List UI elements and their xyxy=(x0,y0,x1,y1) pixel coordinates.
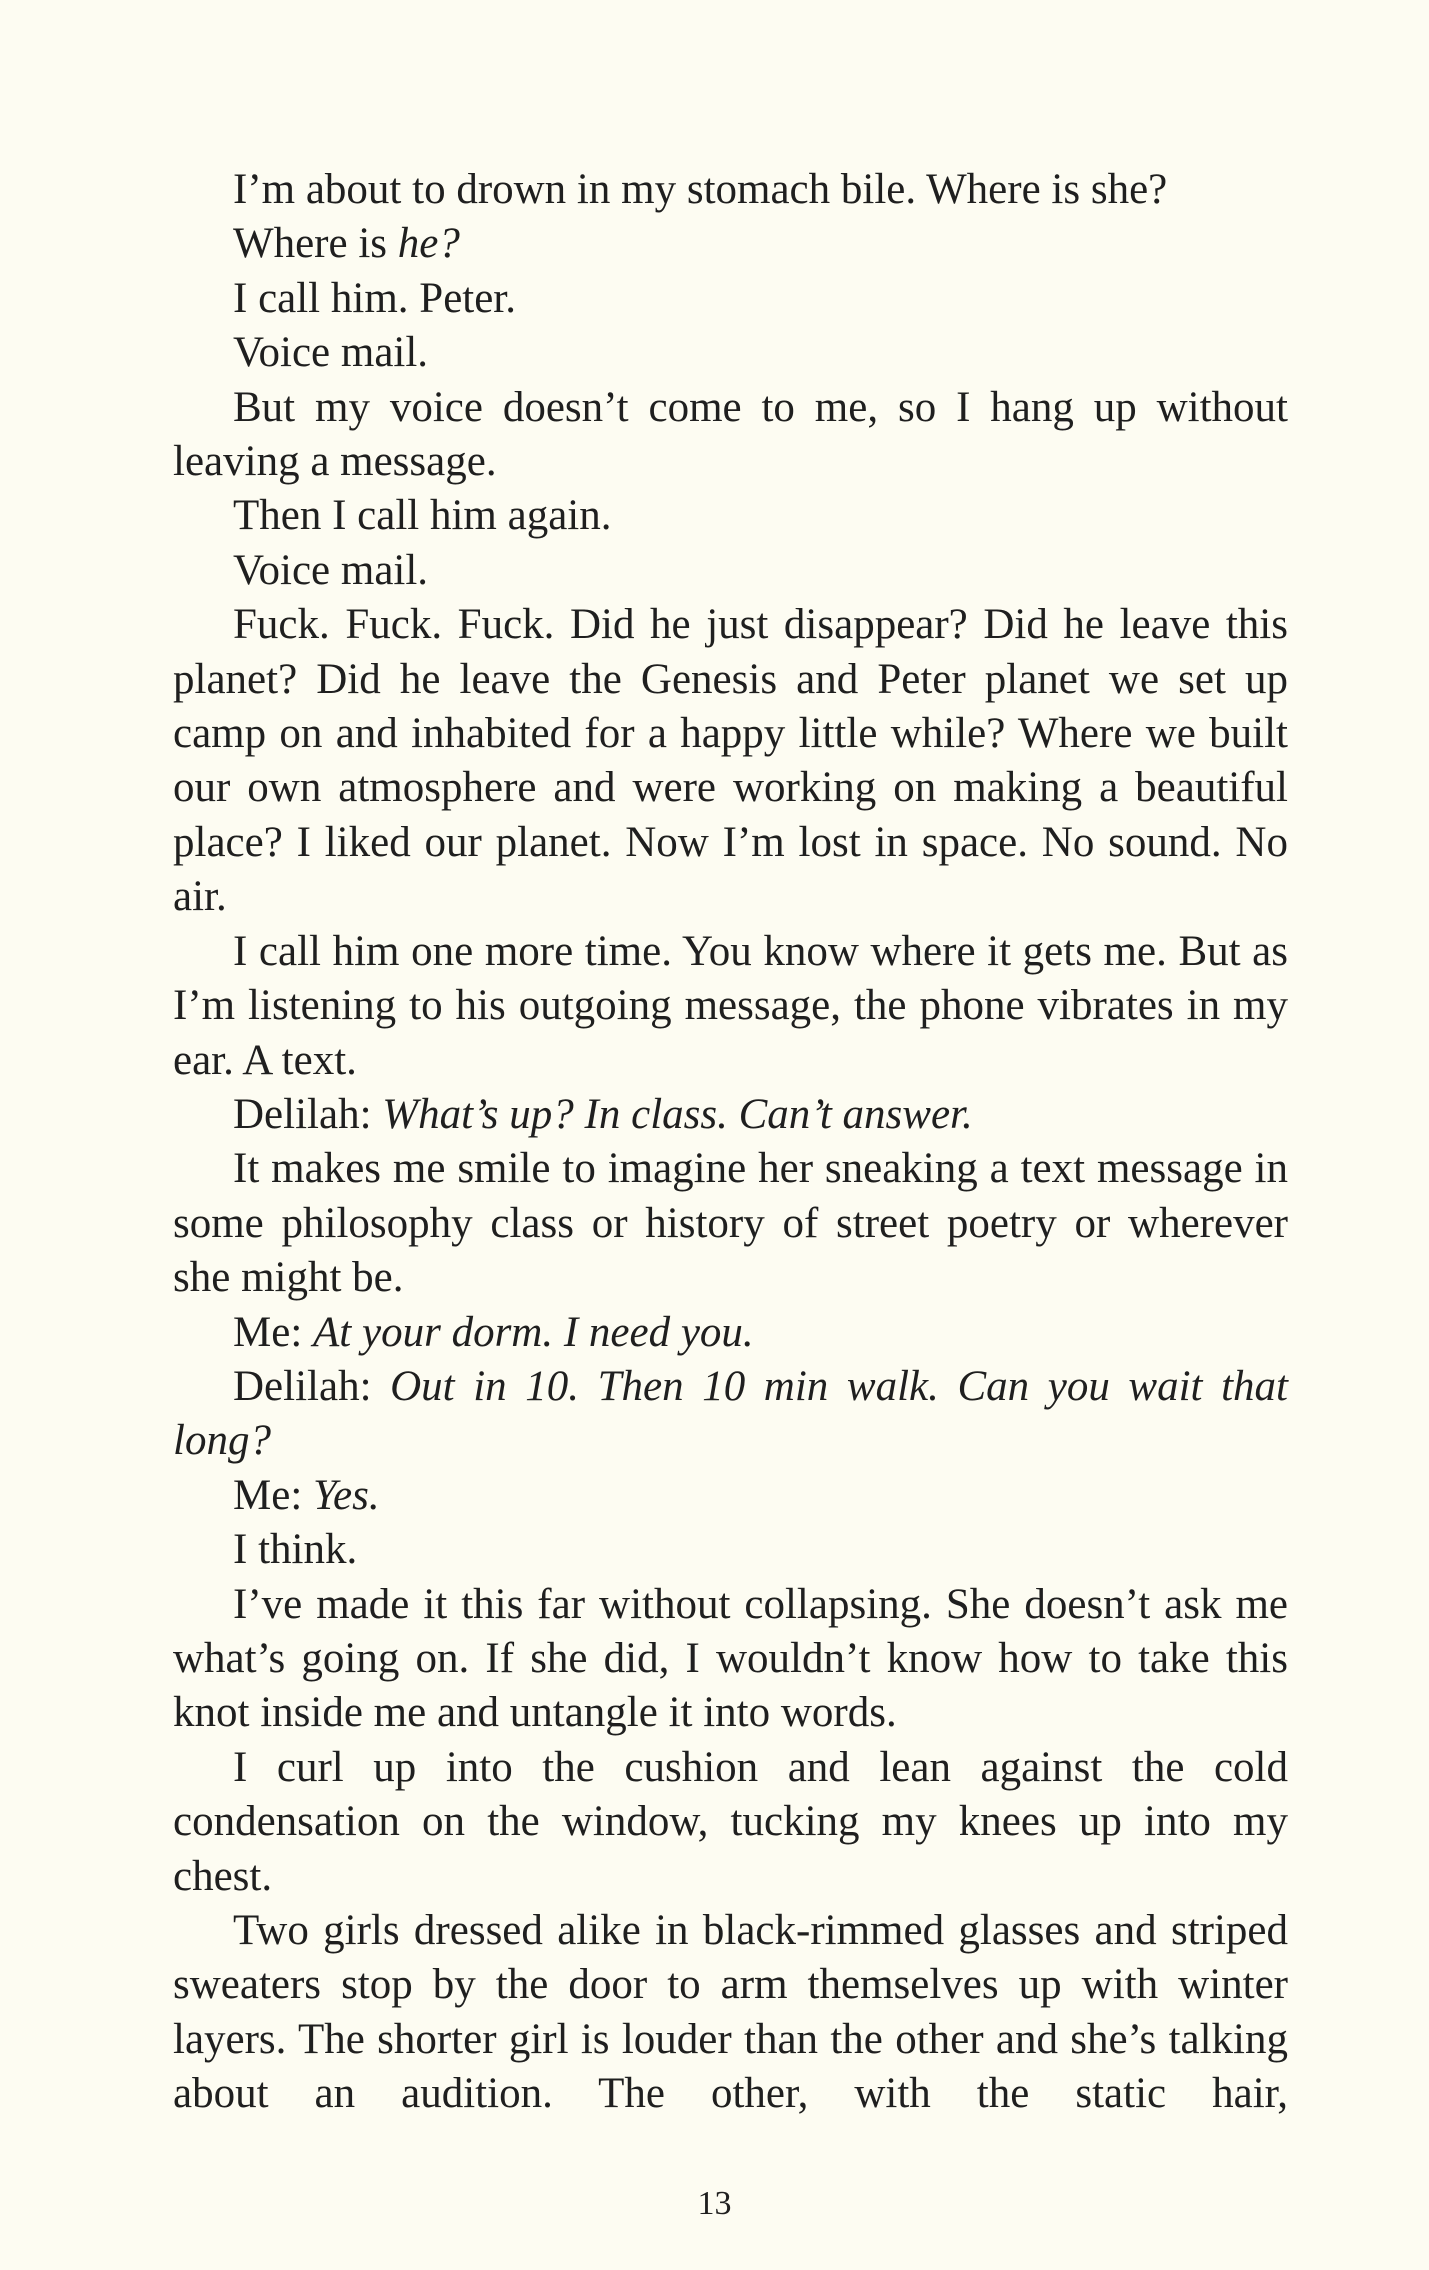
text-run: Fuck. Fuck. Fuck. Did he just disappear? Did he leave this planet? Did he leave the Genesis and Peter planet we set up camp on and inhabited for a happy little while? Where we built our own atmosphere and were working on making a beautiful place? I liked our planet. Now I’m lost in space. No sound. No air. xyxy=(173,601,1288,921)
body-text xyxy=(173,163,1288,2122)
paragraph xyxy=(173,1741,1288,1904)
text-run: I call him. Peter. xyxy=(233,274,517,322)
text-run: I think. xyxy=(233,1526,358,1574)
italic-text: At your dorm. I need you. xyxy=(313,1308,754,1356)
paragraph xyxy=(173,163,1288,217)
italic-text: Out in 10. Then 10 min walk. Can you wait that long? xyxy=(173,1362,1288,1465)
paragraph xyxy=(173,1360,1288,1469)
paragraph xyxy=(173,1469,1288,1523)
text-run: I’m about to drown in my stomach bile. Where is she? xyxy=(233,166,1168,213)
text-run: Delilah: xyxy=(233,1362,391,1410)
paragraph xyxy=(173,381,1288,490)
paragraph xyxy=(173,272,1288,326)
paragraph xyxy=(173,544,1288,598)
italic-text: What’s up? In class. Can’t answer. xyxy=(382,1090,973,1138)
text-run: But my voice doesn’t come to me, so I hang up without leaving a message. xyxy=(173,383,1288,486)
text-run: I curl up into the cushion and lean against the cold condensation on the window, tucking my knees up into my chest. xyxy=(173,1743,1288,1900)
paragraph xyxy=(173,489,1288,543)
text-run: I’ve made it this far without collapsing. She doesn’t ask me what’s going on. If she did, I wouldn’t know how to take this knot inside me and untangle it into words. xyxy=(173,1580,1288,1737)
paragraph xyxy=(173,1523,1288,1577)
paragraph xyxy=(173,1142,1288,1305)
text-run: Then I call him again. xyxy=(233,492,612,540)
text-run: Where is xyxy=(233,220,398,268)
page-number: 13 xyxy=(697,2185,732,2222)
paragraph xyxy=(173,217,1288,271)
text-run: Two girls dressed alike in black-rimmed glasses and striped sweaters stop by the door to arm themselves up with winter layers. The shorter girl is louder than the other and she’s talking about an audition. The other, with the static hair, xyxy=(173,1907,1288,2118)
text-run: Me: xyxy=(233,1471,314,1519)
paragraph xyxy=(173,1088,1288,1142)
paragraph xyxy=(173,1306,1288,1360)
text-run: Me: xyxy=(233,1308,314,1356)
paragraph xyxy=(173,925,1288,1088)
text-run: Voice mail. xyxy=(233,329,429,377)
paragraph xyxy=(173,326,1288,380)
paragraph xyxy=(173,1904,1288,2122)
italic-text: Yes. xyxy=(313,1471,380,1519)
paragraph xyxy=(173,1578,1288,1741)
text-run: Voice mail. xyxy=(233,546,429,594)
text-run: It makes me smile to imagine her sneaking a text message in some philosophy class or history of street poetry or wherever she might be. xyxy=(173,1145,1288,1302)
text-run: I call him one more time. You know where it gets me. But as I’m listening to his outgoing message, the phone vibrates in my ear. A text. xyxy=(173,927,1288,1084)
paragraph xyxy=(173,598,1288,924)
italic-text: he? xyxy=(397,220,460,268)
text-run: Delilah: xyxy=(233,1090,383,1138)
